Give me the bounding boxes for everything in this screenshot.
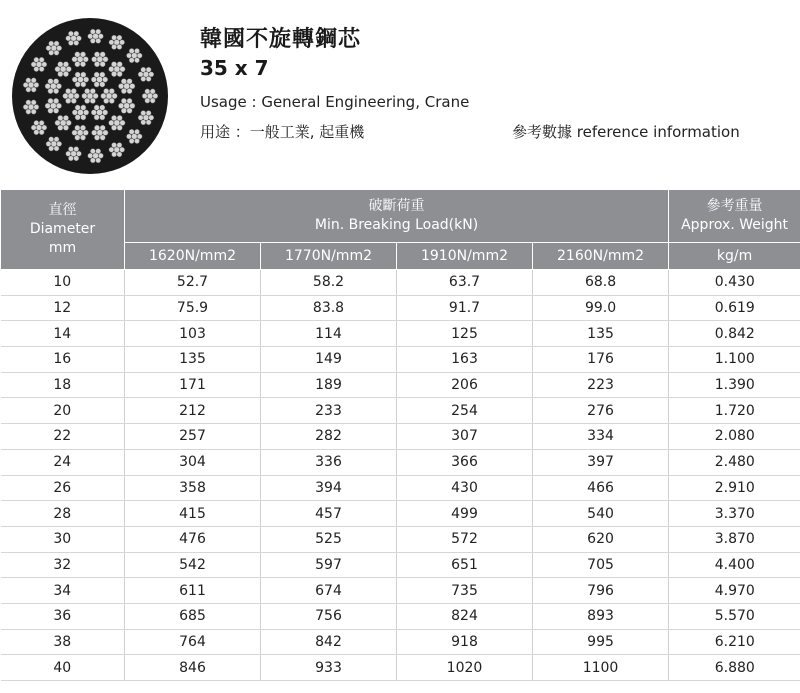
- breaking-load-cell: 257: [125, 424, 261, 450]
- breaking-load-cell: 540: [533, 501, 669, 527]
- diameter-cell: 36: [1, 603, 125, 629]
- diameter-header: 直徑 Diameter mm: [1, 190, 125, 270]
- diameter-cell: 16: [1, 347, 125, 373]
- weight-cell: 2.480: [669, 449, 800, 475]
- breaking-load-cell: 846: [125, 655, 261, 681]
- table-row: [1, 270, 800, 296]
- breaking-load-cell: 212: [125, 398, 261, 424]
- breaking-load-cell: 52.7: [125, 270, 261, 296]
- breaking-load-cell: 149: [261, 347, 397, 373]
- weight-cell: 3.870: [669, 526, 800, 552]
- product-construction: 35 x 7: [200, 56, 269, 80]
- breaking-load-cell: 114: [261, 321, 397, 347]
- breaking-load-cell: 68.8: [533, 270, 669, 296]
- breaking-load-cell: 75.9: [125, 295, 261, 321]
- grade-header: 1620N/mm2: [125, 243, 261, 270]
- table-body: [1, 270, 800, 681]
- weight-header: 參考重量 Approx. Weight: [669, 190, 800, 243]
- breaking-load-cell: 572: [397, 526, 533, 552]
- diameter-cell: 20: [1, 398, 125, 424]
- diameter-cell: 32: [1, 552, 125, 578]
- product-header: [0, 0, 800, 190]
- breaking-load-cell: 735: [397, 578, 533, 604]
- breaking-load-cell: 103: [125, 321, 261, 347]
- breaking-load-cell: 430: [397, 475, 533, 501]
- breaking-load-cell: 842: [261, 629, 397, 655]
- usage-english: Usage : General Engineering, Crane: [200, 93, 470, 111]
- product-title: 韓國不旋轉鋼芯: [200, 27, 362, 52]
- breaking-load-header: 破斷荷重 Min. Breaking Load(kN): [125, 190, 669, 243]
- breaking-load-cell: 918: [397, 629, 533, 655]
- breaking-load-cell: 415: [125, 501, 261, 527]
- breaking-load-cell: 525: [261, 526, 397, 552]
- diameter-cell: 34: [1, 578, 125, 604]
- weight-cell: 4.970: [669, 578, 800, 604]
- breaking-load-cell: 756: [261, 603, 397, 629]
- table-row: [1, 398, 800, 424]
- weight-cell: 6.880: [669, 655, 800, 681]
- table-row: [1, 347, 800, 373]
- breaking-load-cell: 171: [125, 372, 261, 398]
- breaking-load-cell: 91.7: [397, 295, 533, 321]
- breaking-load-cell: 394: [261, 475, 397, 501]
- diameter-cell: 12: [1, 295, 125, 321]
- breaking-load-cell: 304: [125, 449, 261, 475]
- breaking-load-cell: 933: [261, 655, 397, 681]
- table-row: [1, 372, 800, 398]
- breaking-load-cell: 457: [261, 501, 397, 527]
- weight-cell: 1.100: [669, 347, 800, 373]
- table-row: [1, 295, 800, 321]
- table-row: [1, 552, 800, 578]
- diameter-cell: 40: [1, 655, 125, 681]
- weight-cell: 1.720: [669, 398, 800, 424]
- breaking-load-cell: 307: [397, 424, 533, 450]
- weight-cell: 5.570: [669, 603, 800, 629]
- breaking-load-cell: 995: [533, 629, 669, 655]
- breaking-load-cell: 206: [397, 372, 533, 398]
- weight-cell: 6.210: [669, 629, 800, 655]
- breaking-load-cell: 336: [261, 449, 397, 475]
- diameter-cell: 18: [1, 372, 125, 398]
- breaking-load-cell: 223: [533, 372, 669, 398]
- table-row: [1, 655, 800, 681]
- diameter-cell: 22: [1, 424, 125, 450]
- table-row: [1, 475, 800, 501]
- reference-note: 參考數據 reference information: [512, 123, 740, 141]
- weight-cell: 2.080: [669, 424, 800, 450]
- table-row: [1, 526, 800, 552]
- breaking-load-cell: 58.2: [261, 270, 397, 296]
- table-row: [1, 501, 800, 527]
- weight-unit-header: kg/m: [669, 243, 800, 270]
- breaking-load-cell: 358: [125, 475, 261, 501]
- grade-header: 1770N/mm2: [261, 243, 397, 270]
- breaking-load-cell: 233: [261, 398, 397, 424]
- breaking-load-cell: 651: [397, 552, 533, 578]
- breaking-load-cell: 125: [397, 321, 533, 347]
- weight-cell: 0.430: [669, 270, 800, 296]
- wire-rope-cross-section-icon: [10, 16, 170, 176]
- table-row: [1, 603, 800, 629]
- table-row: [1, 321, 800, 347]
- breaking-load-cell: 824: [397, 603, 533, 629]
- weight-cell: 0.619: [669, 295, 800, 321]
- diameter-cell: 38: [1, 629, 125, 655]
- breaking-load-cell: 499: [397, 501, 533, 527]
- grade-header: 1910N/mm2: [397, 243, 533, 270]
- breaking-load-cell: 466: [533, 475, 669, 501]
- diameter-cell: 14: [1, 321, 125, 347]
- diameter-cell: 26: [1, 475, 125, 501]
- breaking-load-cell: 674: [261, 578, 397, 604]
- weight-cell: 0.842: [669, 321, 800, 347]
- breaking-load-cell: 176: [533, 347, 669, 373]
- breaking-load-cell: 764: [125, 629, 261, 655]
- breaking-load-cell: 796: [533, 578, 669, 604]
- breaking-load-cell: 685: [125, 603, 261, 629]
- breaking-load-cell: 254: [397, 398, 533, 424]
- diameter-cell: 28: [1, 501, 125, 527]
- breaking-load-cell: 282: [261, 424, 397, 450]
- breaking-load-cell: 611: [125, 578, 261, 604]
- breaking-load-cell: 334: [533, 424, 669, 450]
- breaking-load-cell: 893: [533, 603, 669, 629]
- table-row: [1, 629, 800, 655]
- breaking-load-cell: 1020: [397, 655, 533, 681]
- weight-cell: 2.910: [669, 475, 800, 501]
- breaking-load-cell: 542: [125, 552, 261, 578]
- diameter-cell: 30: [1, 526, 125, 552]
- breaking-load-cell: 620: [533, 526, 669, 552]
- weight-cell: 4.400: [669, 552, 800, 578]
- table-row: [1, 424, 800, 450]
- breaking-load-cell: 705: [533, 552, 669, 578]
- table-row: [1, 578, 800, 604]
- breaking-load-cell: 99.0: [533, 295, 669, 321]
- breaking-load-cell: 476: [125, 526, 261, 552]
- breaking-load-cell: 135: [533, 321, 669, 347]
- breaking-load-cell: 366: [397, 449, 533, 475]
- grade-header: 2160N/mm2: [533, 243, 669, 270]
- diameter-cell: 10: [1, 270, 125, 296]
- breaking-load-cell: 1100: [533, 655, 669, 681]
- breaking-load-cell: 189: [261, 372, 397, 398]
- table-row: [1, 449, 800, 475]
- breaking-load-cell: 135: [125, 347, 261, 373]
- weight-cell: 1.390: [669, 372, 800, 398]
- diameter-cell: 24: [1, 449, 125, 475]
- breaking-load-cell: 597: [261, 552, 397, 578]
- breaking-load-cell: 276: [533, 398, 669, 424]
- breaking-load-cell: 397: [533, 449, 669, 475]
- usage-chinese: 用途 ：一般工業, 起重機: [200, 123, 365, 141]
- breaking-load-cell: 63.7: [397, 270, 533, 296]
- weight-cell: 3.370: [669, 501, 800, 527]
- breaking-load-cell: 83.8: [261, 295, 397, 321]
- breaking-load-cell: 163: [397, 347, 533, 373]
- specification-table: [0, 189, 800, 681]
